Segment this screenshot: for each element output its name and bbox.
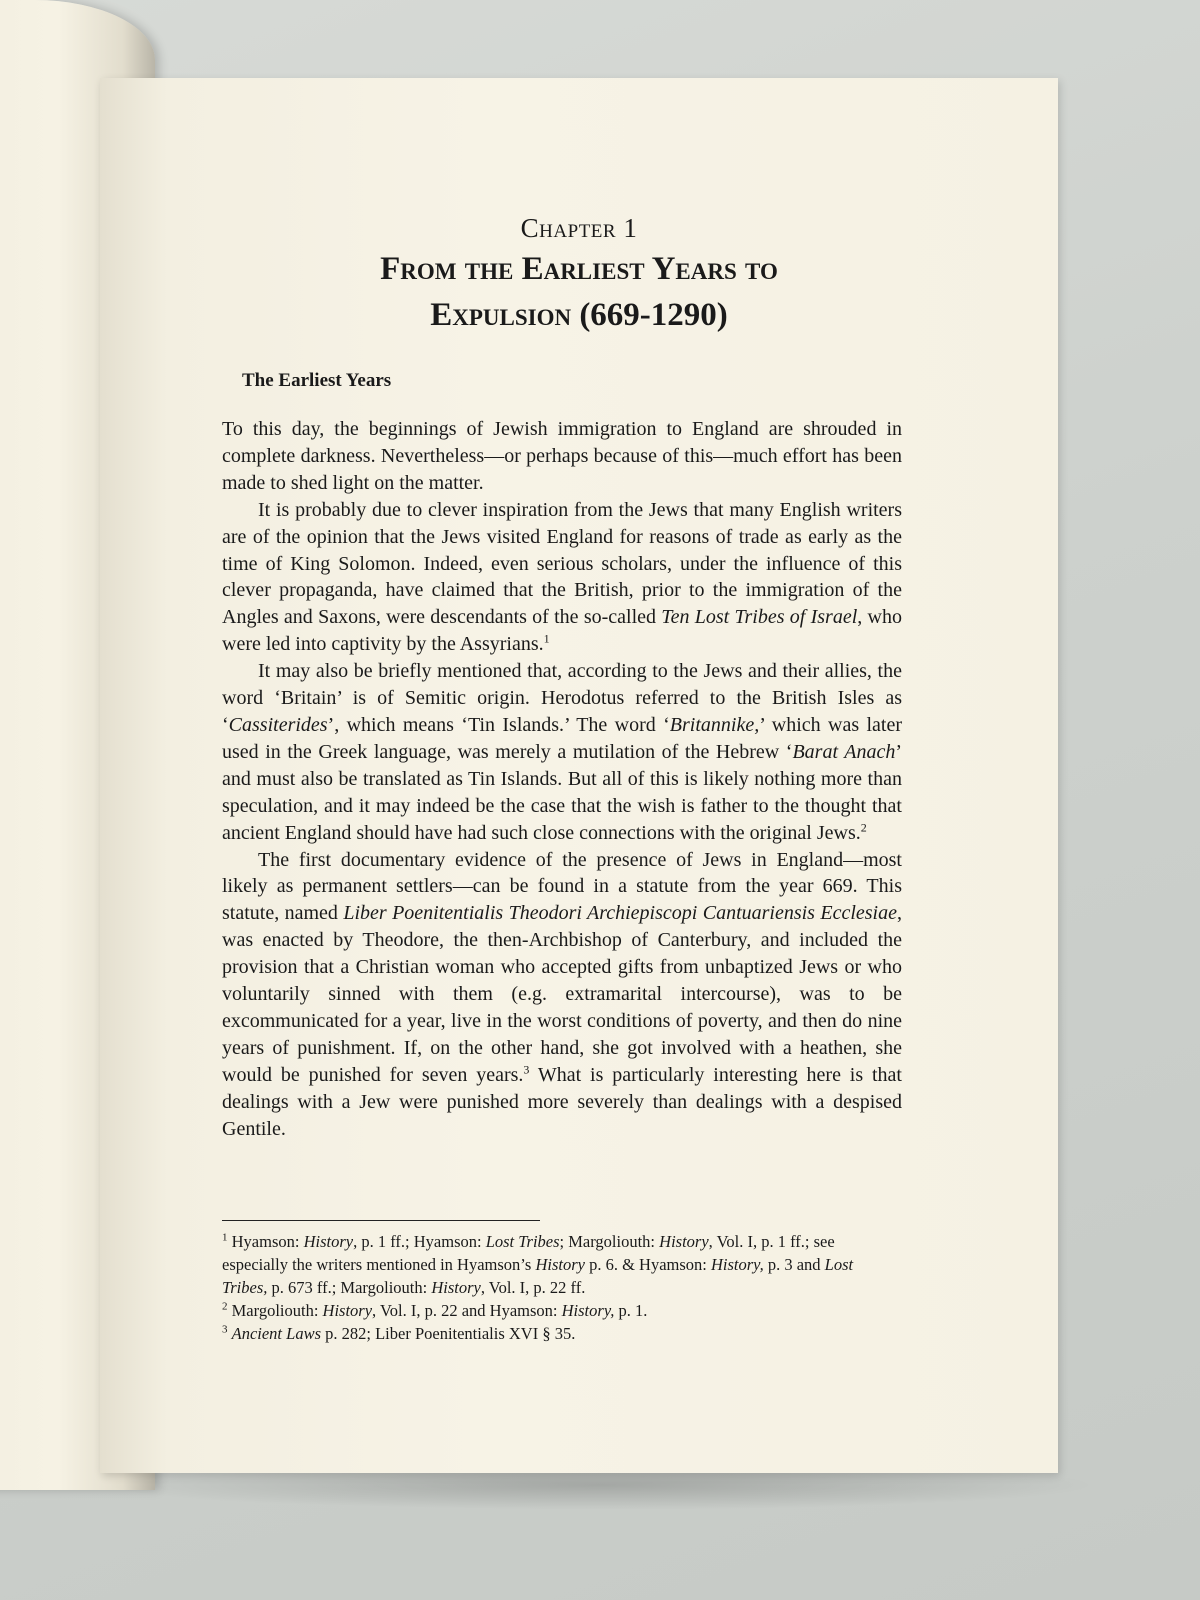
- footnote-marker: 1: [543, 631, 550, 646]
- text-run: What is particularly interesting here is that dealings with a Jew were punished more severely than dealings with a despised Gentile.: [222, 1063, 902, 1140]
- text-run: p. 673 ff.; Margoliouth:: [267, 1278, 432, 1297]
- paragraph: [222, 658, 902, 846]
- italic-text: Lost Tribes,: [222, 1255, 854, 1297]
- text-run: , was enacted by Theodore, the then-Archbishop of Canterbury, and included the provision that a Christian woman who accepted gifts from unbaptized Jews or who voluntarily sinned with them (e.g. extramarital intercourse), was to be excommunicated for a year, live in the worst conditions of poverty, and then do nine years of punishment. If, on the other hand, she got involved with a heathen, she would be punished for seven years.: [222, 902, 902, 1086]
- text-run: The first documentary evidence of the presence of Jews in England—most likely as permanent settlers—can be found in a statute from the year 669. This statute, named: [222, 848, 902, 925]
- footnote-marker: 1: [222, 1231, 228, 1244]
- footnotes: [222, 1230, 902, 1345]
- footnote-marker: 2: [222, 1300, 228, 1313]
- text-run: p. 3 and: [763, 1255, 825, 1274]
- italic-text: History: [303, 1232, 354, 1251]
- paragraph: [222, 847, 902, 1143]
- text-run: ; Margoliouth:: [559, 1232, 660, 1251]
- footnote-marker: 3: [222, 1323, 228, 1336]
- italic-text: History: [659, 1232, 709, 1251]
- italic-text: Lost Tribes: [485, 1232, 560, 1251]
- italic-text: Ten Lost Tribes of Israel: [661, 606, 858, 629]
- italic-text: History,: [561, 1301, 615, 1320]
- paragraph: [222, 497, 902, 658]
- footnote-marker: 2: [860, 819, 867, 834]
- text-run: Margoliouth:: [227, 1301, 323, 1320]
- chapter-label: Chapter 1: [520, 213, 638, 243]
- text-run: p. 282; Liber Poenitentialis XVI § 35.: [321, 1324, 576, 1343]
- italic-text: History: [535, 1255, 585, 1274]
- text-run: ’ and must also be translated as Tin Islands. But all of this is likely nothing more than speculation, and it may indeed be the case that the wish is father to the thought that ancient England should have had such close connections with the original Jews.: [222, 740, 902, 844]
- text-run: ’, which means ‘Tin Islands.’ The word ‘: [327, 713, 670, 736]
- italic-text: Ancient Laws: [231, 1324, 321, 1343]
- chapter-title-line-1: From the Earliest Years to: [380, 251, 778, 287]
- italic-text: History: [431, 1278, 481, 1297]
- footnote: [222, 1230, 902, 1299]
- italic-text: History: [322, 1301, 373, 1320]
- text-run: To this day, the beginnings of Jewish immigration to England are shrouded in complete darkness. Nevertheless—or perhaps because of this—much effort has been made to shed light on the matter.: [222, 418, 902, 494]
- text-run: ’ which was later used in the Greek language, was merely a mutilation of the Hebrew ‘: [222, 713, 902, 763]
- text-run: , Vol. I, p. 1 ff.; see especially the writers mentioned in Hyamson’s: [222, 1232, 835, 1274]
- text-run: Hyamson:: [227, 1232, 304, 1251]
- italic-text: Liber Poenitentialis Theodori Archiepiscopi Cantuariensis Ecclesiae: [343, 902, 897, 925]
- text-run: It may also be briefly mentioned that, according to the Jews and their allies, the word ‘Britain’ is of Semitic origin. Herodotus referred to the British Isles as ‘: [222, 660, 902, 736]
- text-run: , Vol. I, p. 22 and Hyamson:: [372, 1301, 562, 1320]
- section-heading: The Earliest Years: [242, 370, 392, 391]
- footnote: [222, 1299, 902, 1322]
- italic-text: Britannike,: [669, 713, 760, 736]
- chapter-title-line-2: Expulsion (669-1290): [430, 297, 728, 333]
- footnote-rule: [222, 1220, 540, 1221]
- text-run: , Vol. I, p. 22 ff.: [480, 1278, 586, 1297]
- chapter-title: [100, 246, 1058, 338]
- book-page: [100, 78, 1058, 1473]
- paragraph: [222, 416, 902, 497]
- text-run: It is probably due to clever inspiration from the Jews that many English writers are of the opinion that the Jews visited England for reasons of trade as early as the time of King Solomon. Indeed, even serious scholars, under the influence of this clever propaganda, have claimed that the British, prior to the immigration of the Angles and Saxons, were descendants of the so-called: [222, 498, 902, 629]
- text-run: , p. 1 ff.; Hyamson:: [353, 1232, 486, 1251]
- italic-text: History,: [710, 1255, 764, 1274]
- italic-text: Cassiterides: [228, 713, 328, 736]
- footnote-marker: 3: [523, 1062, 530, 1077]
- text-run: , who were led into captivity by the Assyrians.: [222, 606, 902, 656]
- italic-text: Barat Anach: [792, 740, 896, 763]
- body-text: [222, 416, 902, 1142]
- text-run: p. 6. & Hyamson:: [584, 1255, 711, 1274]
- text-run: p. 1.: [614, 1301, 648, 1320]
- footnote: [222, 1322, 902, 1345]
